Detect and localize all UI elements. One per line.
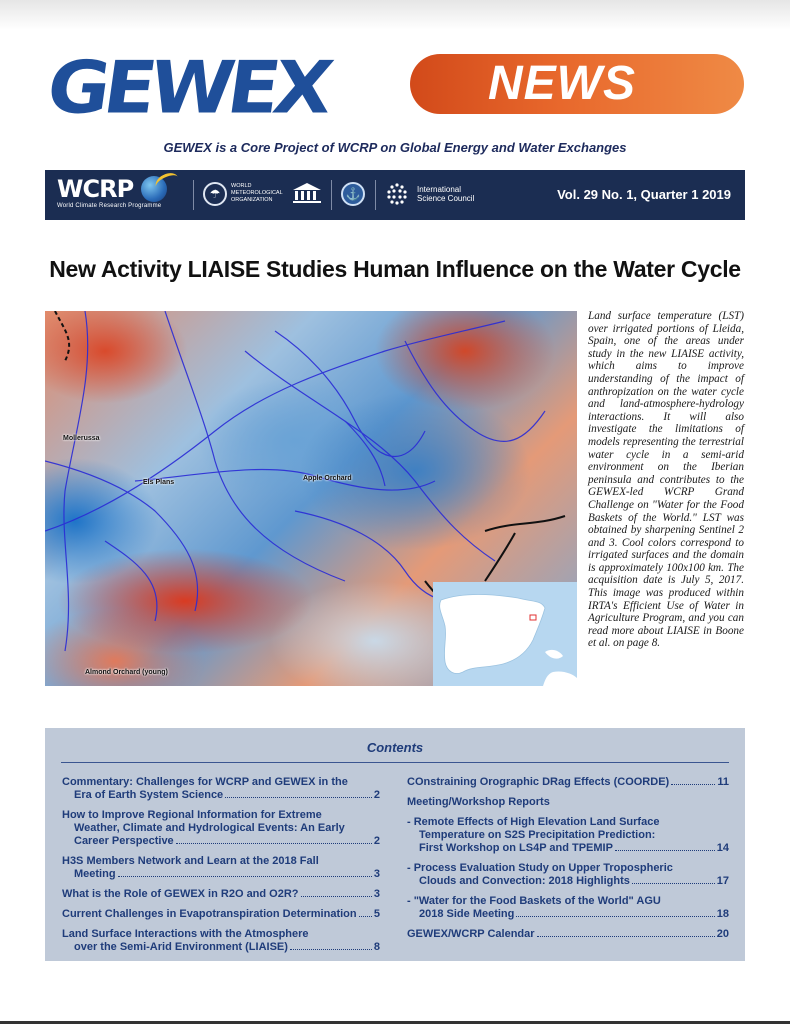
toc-page: 8 xyxy=(373,941,380,953)
toc-line: COnstraining Orographic DRag Effects (COORDE) xyxy=(407,776,670,788)
unesco-temple-icon xyxy=(291,182,323,204)
contents-left-column xyxy=(62,776,380,961)
toc-line: Career Perspective xyxy=(74,835,174,847)
toc-line: over the Semi-Arid Environment (LIAISE) xyxy=(74,941,288,953)
leader-dots xyxy=(301,896,372,897)
gewex-logo: GEWEX xyxy=(42,45,333,130)
toc-line: 2018 Side Meeting xyxy=(419,908,515,920)
toc-line: H3S Members Network and Learn at the 2018 Fall xyxy=(62,855,319,867)
iberia-inset-map xyxy=(433,582,577,686)
toc-entry[interactable] xyxy=(407,816,729,855)
toc-entry[interactable] xyxy=(407,776,729,789)
isc-line: International xyxy=(417,185,462,194)
toc-page: 3 xyxy=(373,888,380,900)
leader-dots xyxy=(290,949,372,950)
toc-line: Land Surface Interactions with the Atmosphere xyxy=(62,928,309,940)
toc-line: Meeting xyxy=(74,868,116,880)
toc-line: - Remote Effects of High Elevation Land Surface xyxy=(407,816,660,828)
toc-page: 2 xyxy=(373,789,380,801)
leader-dots xyxy=(225,797,372,798)
toc-entry[interactable] xyxy=(62,928,380,954)
leader-dots xyxy=(671,784,715,785)
iberia-outline xyxy=(433,582,577,686)
top-shading xyxy=(0,0,790,30)
leader-dots xyxy=(516,916,714,917)
toc-line: Current Challenges in Evapotranspiration Determination xyxy=(62,908,357,920)
toc-page: 17 xyxy=(716,875,729,887)
toc-page: 2 xyxy=(373,835,380,847)
map-label-mollerussa: Mollerussa xyxy=(63,435,100,442)
toc-line: - Process Evaluation Study on Upper Tropospheric xyxy=(407,862,673,874)
isc-line: Science Council xyxy=(417,194,475,203)
toc-line: GEWEX/WCRP Calendar xyxy=(407,928,535,940)
toc-line: How to Improve Regional Information for Extreme xyxy=(62,809,322,821)
toc-line: Temperature on S2S Precipitation Prediction: xyxy=(419,829,656,841)
contents-rule xyxy=(61,762,729,763)
toc-line: What is the Role of GEWEX in R2O and O2R? xyxy=(62,888,299,900)
figure-caption: Land surface temperature (LST) over irrigated portions of Lleida, Spain, one of the areas under study in the new LIAISE activity, which aims to improve understanding of the impact of anthropization on the water cycle and land-atmosphere-hydrology interactions. It will also investigate the limitations of models representing the terrestrial water cycle in a semi-arid environment on the Iberian peninsula and contributes to the GEWEX-led WCRP Grand Challenge on "Water for the Food Baskets of the World." LST was obtained by sharpening Sentinel 2 and 3. Cool colors correspond to irrigated surfaces and the domain is approximately 100x100 km. The acquisition date is July 5, 2017. This image was produced within IRTA's Efficient Use of Water in Agriculture Program, and you can read more about LIAISE in Boone et al. on page 8. xyxy=(588,310,744,650)
toc-page: 3 xyxy=(373,868,380,880)
divider xyxy=(193,180,194,210)
wmo-line: METEOROLOGICAL xyxy=(231,190,283,196)
wmo-line: ORGANIZATION xyxy=(231,197,273,203)
wmo-line: WORLD xyxy=(231,183,252,189)
toc-entry[interactable] xyxy=(407,895,729,921)
wmo-name xyxy=(231,183,283,204)
volume-info: Vol. 29 No. 1, Quarter 1 2019 xyxy=(557,187,731,202)
article-headline: New Activity LIAISE Studies Human Influence on the Water Cycle xyxy=(49,256,741,282)
leader-dots xyxy=(176,843,372,844)
leader-dots xyxy=(118,876,372,877)
divider xyxy=(375,180,376,210)
isc-name xyxy=(417,185,474,203)
toc-entry[interactable] xyxy=(62,776,380,802)
isc-dots-icon xyxy=(385,182,409,206)
toc-page: 18 xyxy=(716,908,729,920)
toc-page: 20 xyxy=(716,928,729,940)
divider xyxy=(331,180,332,210)
swoosh-icon xyxy=(153,170,182,195)
contents-right-column xyxy=(407,776,729,948)
map-label-almond-orchard: Almond Orchard (young) xyxy=(85,669,168,676)
partner-banner xyxy=(45,170,745,220)
toc-line: Weather, Climate and Hydrological Events: An Early xyxy=(74,822,345,834)
contents-title: Contents xyxy=(366,740,424,755)
toc-page: 11 xyxy=(717,776,729,788)
toc-entry[interactable] xyxy=(62,888,380,901)
toc-page: 14 xyxy=(716,842,729,854)
lst-map-image xyxy=(45,311,577,686)
toc-entry[interactable] xyxy=(407,862,729,888)
leader-dots xyxy=(537,936,715,937)
toc-entry[interactable] xyxy=(407,928,729,941)
leader-dots xyxy=(359,916,372,917)
toc-line: Era of Earth System Science xyxy=(74,789,224,801)
wmo-emblem-icon: ☂ xyxy=(203,182,227,206)
toc-line: - "Water for the Food Baskets of the World" AGU xyxy=(407,895,661,907)
masthead xyxy=(42,45,748,130)
toc-entry[interactable] xyxy=(62,855,380,881)
leader-dots xyxy=(632,883,715,884)
map-label-els-plans: Els Plans xyxy=(143,479,175,486)
tagline: GEWEX is a Core Project of WCRP on Global Energy and Water Exchanges xyxy=(163,140,627,155)
toc-line: Clouds and Convection: 2018 Highlights xyxy=(419,875,630,887)
meeting-reports-header: Meeting/Workshop Reports xyxy=(407,796,550,808)
ioc-emblem-icon: ⚓ xyxy=(341,182,365,206)
toc-entry[interactable] xyxy=(62,809,380,848)
wcrp-subtitle: World Climate Research Programme xyxy=(57,203,162,209)
wcrp-name: WCRP xyxy=(57,175,134,203)
map-label-apple-orchard: Apple Orchard xyxy=(303,475,352,482)
toc-entry[interactable] xyxy=(62,908,380,921)
contents-box xyxy=(45,728,745,961)
leader-dots xyxy=(615,850,715,851)
toc-page: 5 xyxy=(373,908,380,920)
news-title: NEWS xyxy=(488,57,636,110)
toc-line: Commentary: Challenges for WCRP and GEWEX in the xyxy=(62,776,348,788)
toc-line: First Workshop on LS4P and TPEMIP xyxy=(419,842,613,854)
